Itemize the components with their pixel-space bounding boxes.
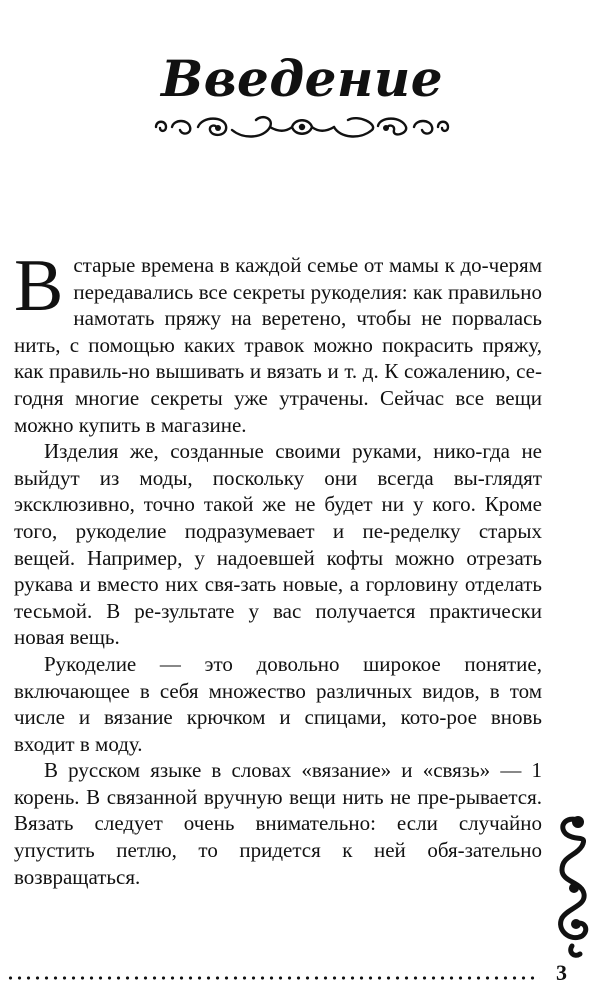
paragraph: В русском языке в словах «вязание» и «связь» — 1 корень. В связанной вручную вещи нить не пре-рывается. Вязать следует очень внимательно: если случайно упустить петлю, то придется к ней обя-зательно возвращаться. bbox=[14, 758, 542, 889]
body-text bbox=[14, 245, 542, 890]
paragraph: Изделия же, созданные своими руками, нико-гда не выйдут из моды, поскольку они всегда вы-глядят эксклюзивно, точно такой же не будет ни у кого. Кроме того, рукоделие подразумевает и пе-ределку старых вещей. Например, у надоевшей кофты можно отрезать рукава и вместо них свя-зать новые, а горловину отделать тесьмой. В ре-зультате у вас получается практически новая вещь. bbox=[14, 439, 542, 650]
page-title: Введение bbox=[160, 48, 444, 108]
paragraph: Рукоделие — это довольно широкое понятие, включающее в себя множество различных видов, в том числе и вязание крючком и спицами, кото-рое вновь входит в моду. bbox=[14, 651, 542, 756]
paragraph-text: старые времена в каждой семье от мамы к до-черям передавались все секреты рукоделия: как правильно намотать пряжу на веретено, чтобы не порвалась нить, с помощью каких травок можно покрасить пряжу, как правиль-но вышивать и вязать и т. д. К сожалению, се-годня многие секреты уже утрачены. Сейчас все вещи можно купить в магазине. bbox=[14, 253, 542, 437]
dotted-divider bbox=[6, 976, 540, 980]
drop-cap: В bbox=[14, 245, 64, 327]
page-number: 3 bbox=[556, 960, 567, 985]
side-scroll-ornament-icon bbox=[548, 812, 598, 962]
paragraph bbox=[14, 245, 542, 438]
scroll-ornament-icon bbox=[152, 110, 452, 144]
